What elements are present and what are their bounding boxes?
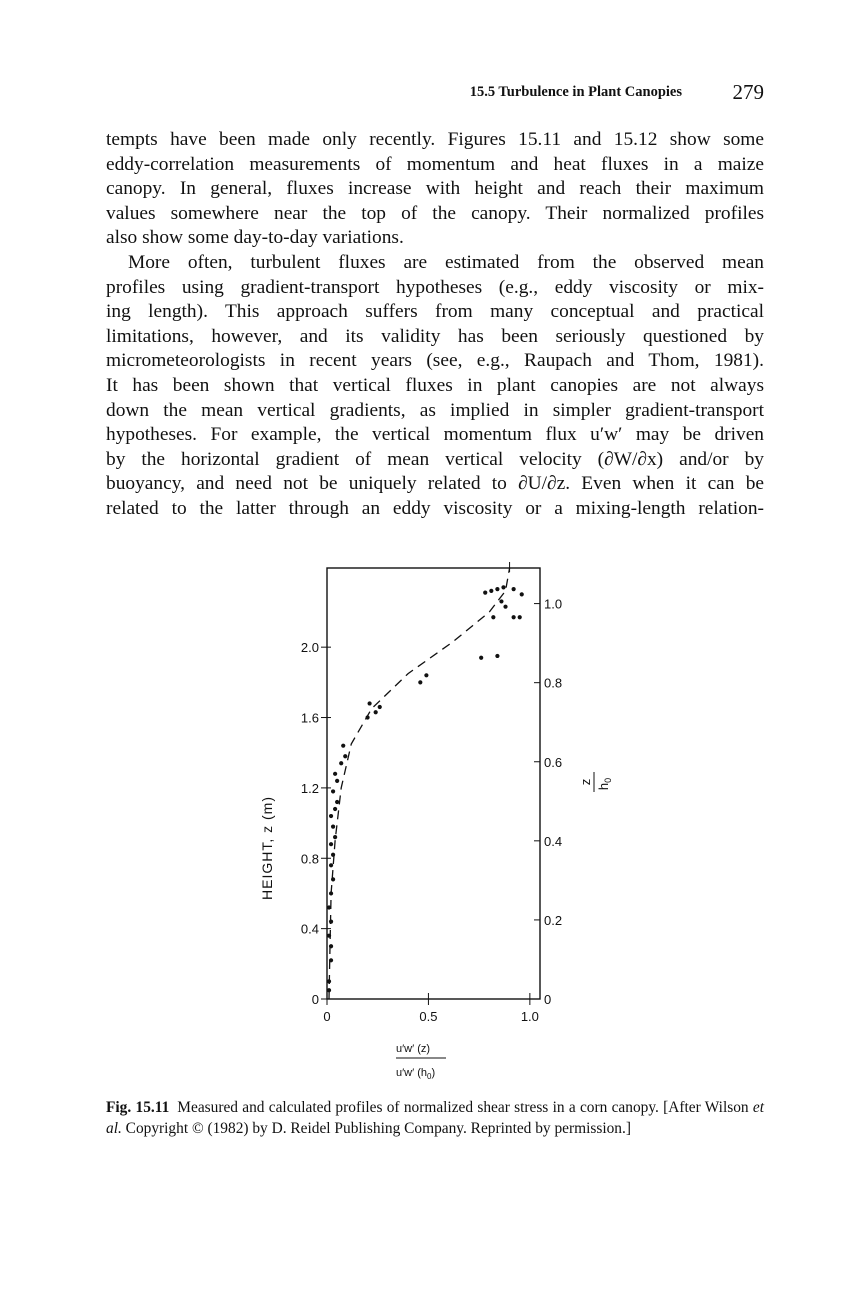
- y-right-denominator: $h_0$: [596, 777, 613, 791]
- text-line: eddy-correlation measurements of momentum and heat fluxes in a maize: [106, 153, 764, 175]
- measured-point: [327, 905, 331, 909]
- y-left-tick-label: 1.6: [300, 710, 319, 726]
- measured-point: [418, 680, 422, 684]
- measured-point: [329, 842, 333, 846]
- x-axis-label: [396, 1043, 446, 1081]
- text-line: It has been shown that vertical fluxes in plant canopies are not always: [106, 374, 764, 396]
- measured-point: [489, 589, 493, 593]
- figure-label: Fig. 15.11: [106, 1099, 170, 1116]
- running-header: [106, 80, 764, 110]
- measured-point: [491, 615, 495, 619]
- measured-point: [483, 591, 487, 595]
- shear-stress-chart: [0, 560, 864, 1100]
- measured-point: [327, 979, 331, 983]
- y-right-tick-label: 0.6: [544, 754, 563, 770]
- text-line: related to the latter through an eddy viscosity or a mixing-length relation-: [106, 497, 764, 519]
- measured-point: [333, 835, 337, 839]
- text-line: tempts have been made only recently. Figures 15.11 and 15.12 show some: [106, 129, 764, 150]
- measured-point: [329, 891, 333, 895]
- page-number: 279: [732, 80, 764, 104]
- x-label-denominator: u′w′ $(h_0)$: [396, 1067, 436, 1081]
- caption-text-1: Measured and calculated profiles of normalized shear stress in a corn canopy. [After Wilson: [177, 1099, 753, 1116]
- measured-point: [335, 800, 339, 804]
- figure-15-11: [0, 560, 864, 1100]
- x-label-numerator: u′w′ (z): [396, 1043, 431, 1055]
- measured-point: [327, 934, 331, 938]
- measured-point: [329, 958, 333, 962]
- y-right-tick-label: 1.0: [544, 596, 563, 612]
- measured-point: [520, 592, 524, 596]
- measured-point: [331, 853, 335, 857]
- measured-point: [518, 615, 522, 619]
- figure-caption: [106, 1098, 764, 1139]
- section-title: 15.5 Turbulence in Plant Canopies: [469, 84, 682, 100]
- measured-point: [495, 654, 499, 658]
- measured-point: [374, 710, 378, 714]
- measured-point: [335, 779, 339, 783]
- measured-point: [331, 825, 335, 829]
- y-right-tick-label: 0: [544, 992, 552, 1007]
- text-line: profiles using gradient-transport hypotheses (e.g., eddy viscosity or mix-: [106, 276, 764, 298]
- text-line: More often, turbulent fluxes are estimated from the observed mean: [128, 251, 764, 273]
- text-line: buoyancy, and need not be uniquely related to ∂U/∂z. Even when it can be: [106, 473, 764, 495]
- y-left-tick-label: 0.8: [300, 851, 319, 867]
- measured-point: [341, 744, 345, 748]
- measured-point: [424, 673, 428, 677]
- text-line: also show some day-to-day variations.: [106, 227, 404, 249]
- y-left-tick-label: 1.2: [300, 780, 319, 796]
- y-right-numerator: z: [578, 778, 593, 786]
- measured-point: [331, 877, 335, 881]
- caption-italic: et al.: [106, 1099, 764, 1137]
- x-tick-label: 1.0: [520, 1009, 539, 1024]
- measured-point: [501, 585, 505, 589]
- measured-point: [495, 587, 499, 591]
- text-line: limitations, however, and its validity has been seriously questioned by: [106, 325, 764, 347]
- measured-point: [343, 754, 347, 758]
- y-left-tick-label: 2.0: [300, 640, 319, 656]
- text-line: values somewhere near the top of the canopy. Their normalized profiles: [106, 202, 764, 224]
- x-tick-label: 0.5: [419, 1009, 438, 1024]
- measured-point: [329, 944, 333, 948]
- measured-point: [503, 605, 507, 609]
- measured-point: [479, 656, 483, 660]
- measured-point: [333, 772, 337, 776]
- measured-point: [512, 587, 516, 591]
- measured-point: [499, 599, 503, 603]
- measured-point: [329, 863, 333, 867]
- calculated-profile-curve: [329, 568, 510, 999]
- measured-point: [327, 988, 331, 992]
- y-left-tick-label: 0: [311, 992, 319, 1007]
- y-right-tick-label: 0.4: [544, 833, 563, 849]
- y-axis-label-left: HEIGHT, z (m): [259, 796, 275, 900]
- text-line: by the horizontal gradient of mean vertical velocity (∂W/∂x) and/or by: [106, 448, 764, 470]
- y-right-tick-label: 0.8: [544, 675, 563, 691]
- text-line: hypotheses. For example, the vertical momentum flux u′w′ may be driven: [106, 424, 764, 446]
- measured-point: [378, 705, 382, 709]
- text-line: micrometeorologists in recent years (see, e.g., Raupach and Thom, 1981).: [106, 350, 764, 372]
- measured-point: [329, 814, 333, 818]
- measured-point: [329, 919, 333, 923]
- y-right-tick-label: 0.2: [544, 912, 563, 928]
- y-left-tick-label: 0.4: [300, 921, 319, 937]
- measured-point: [368, 701, 372, 705]
- text-line: down the mean vertical gradients, as implied in simpler gradient-transport: [106, 399, 764, 421]
- x-tick-label: 0: [323, 1009, 331, 1024]
- measured-point: [331, 789, 335, 793]
- measured-point: [365, 715, 369, 719]
- measured-point: [339, 761, 343, 765]
- measured-point: [512, 615, 516, 619]
- measured-point: [333, 807, 337, 811]
- y-axis-label-right: [578, 772, 613, 792]
- plot-frame: [327, 568, 540, 999]
- text-line: ing length). This approach suffers from many conceptual and practical: [106, 301, 764, 323]
- caption-text-2: Copyright © (1982) by D. Reidel Publishing Company. Reprinted by permission.]: [121, 1119, 631, 1137]
- body-text: [106, 128, 764, 522]
- text-line: canopy. In general, fluxes increase with height and reach their maximum: [106, 178, 764, 200]
